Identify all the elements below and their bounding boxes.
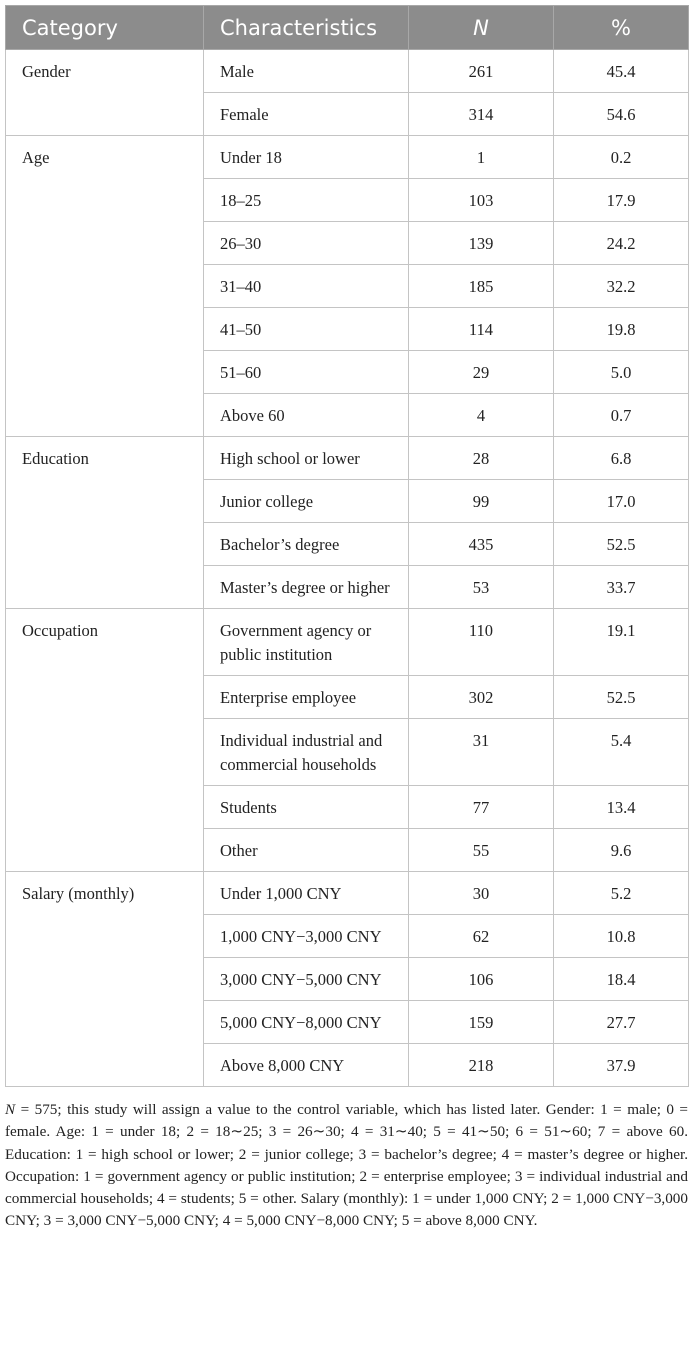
characteristic-cell: Under 1,000 CNY	[204, 872, 409, 915]
percent-cell: 27.7	[554, 1001, 689, 1044]
count-cell: 31	[409, 719, 554, 786]
count-cell: 110	[409, 609, 554, 676]
characteristic-cell: 26–30	[204, 222, 409, 265]
characteristic-cell: Other	[204, 829, 409, 872]
header-row	[6, 6, 689, 50]
characteristic-cell: 51–60	[204, 351, 409, 394]
percent-cell: 32.2	[554, 265, 689, 308]
table-row	[6, 437, 689, 480]
percent-cell: 17.9	[554, 179, 689, 222]
count-cell: 139	[409, 222, 554, 265]
demographics-table	[5, 5, 689, 1087]
characteristic-cell: 41–50	[204, 308, 409, 351]
count-cell: 106	[409, 958, 554, 1001]
header-percent: %	[554, 6, 689, 50]
characteristic-cell: Junior college	[204, 480, 409, 523]
category-cell: Age	[6, 136, 204, 437]
characteristic-cell: 31–40	[204, 265, 409, 308]
percent-cell: 37.9	[554, 1044, 689, 1087]
percent-cell: 54.6	[554, 93, 689, 136]
table-row	[6, 136, 689, 179]
count-cell: 77	[409, 786, 554, 829]
count-cell: 4	[409, 394, 554, 437]
category-cell: Gender	[6, 50, 204, 136]
characteristic-cell: Enterprise employee	[204, 676, 409, 719]
percent-cell: 24.2	[554, 222, 689, 265]
count-cell: 314	[409, 93, 554, 136]
count-cell: 261	[409, 50, 554, 93]
characteristic-cell: 1,000 CNY−3,000 CNY	[204, 915, 409, 958]
characteristic-cell: High school or lower	[204, 437, 409, 480]
characteristic-cell: Under 18	[204, 136, 409, 179]
characteristic-cell: Students	[204, 786, 409, 829]
percent-cell: 10.8	[554, 915, 689, 958]
percent-cell: 52.5	[554, 523, 689, 566]
count-cell: 302	[409, 676, 554, 719]
percent-cell: 0.7	[554, 394, 689, 437]
table-row	[6, 50, 689, 93]
count-cell: 28	[409, 437, 554, 480]
percent-cell: 52.5	[554, 676, 689, 719]
percent-cell: 6.8	[554, 437, 689, 480]
count-cell: 103	[409, 179, 554, 222]
characteristic-cell: 5,000 CNY−8,000 CNY	[204, 1001, 409, 1044]
table-footnote	[5, 1099, 688, 1233]
characteristic-cell: Master’s degree or higher	[204, 566, 409, 609]
count-cell: 99	[409, 480, 554, 523]
characteristic-cell: Female	[204, 93, 409, 136]
count-cell: 1	[409, 136, 554, 179]
percent-cell: 33.7	[554, 566, 689, 609]
category-cell: Occupation	[6, 609, 204, 872]
percent-cell: 18.4	[554, 958, 689, 1001]
characteristic-cell: Government agency or public institution	[204, 609, 409, 676]
count-cell: 185	[409, 265, 554, 308]
characteristic-cell: Above 60	[204, 394, 409, 437]
header-n: N	[409, 6, 554, 50]
percent-cell: 9.6	[554, 829, 689, 872]
category-cell: Education	[6, 437, 204, 609]
percent-cell: 5.0	[554, 351, 689, 394]
characteristic-cell: 18–25	[204, 179, 409, 222]
count-cell: 62	[409, 915, 554, 958]
percent-cell: 45.4	[554, 50, 689, 93]
table-header	[6, 6, 689, 50]
footnote-n-symbol: N	[5, 1101, 16, 1118]
count-cell: 114	[409, 308, 554, 351]
count-cell: 53	[409, 566, 554, 609]
percent-cell: 5.2	[554, 872, 689, 915]
count-cell: 29	[409, 351, 554, 394]
count-cell: 159	[409, 1001, 554, 1044]
footnote-text: = 575; this study will assign a value to the control variable, which has listed later. Gender: 1 = male; 0 = female. Age: 1 = under 18; 2 = 18∼25; 3 = 26∼30; 4 = 31∼40; 5 = 41∼50; 6 = 51∼60; 7 = above 60. Education: 1 = high school or lower; 2 = junior college; 3 = bachelor’s degree; 4 = master’s degree or higher. Occupation: 1 = government agency or public institution; 2 = enterprise employee; 3 = individual industrial and commercial households; 4 = students; 5 = other. Salary (monthly): 1 = under 1,000 CNY; 2 = 1,000 CNY−3,000 CNY; 3 = 3,000 CNY−5,000 CNY; 4 = 5,000 CNY−8,000 CNY; 5 = above 8,000 CNY.	[5, 1101, 688, 1230]
percent-cell: 5.4	[554, 719, 689, 786]
characteristic-cell: Bachelor’s degree	[204, 523, 409, 566]
characteristic-cell: Individual industrial and commercial households	[204, 719, 409, 786]
table-row	[6, 872, 689, 915]
percent-cell: 17.0	[554, 480, 689, 523]
table-row	[6, 609, 689, 676]
demographics-table-container	[5, 5, 688, 1233]
count-cell: 55	[409, 829, 554, 872]
characteristic-cell: Above 8,000 CNY	[204, 1044, 409, 1087]
percent-cell: 19.1	[554, 609, 689, 676]
header-characteristics: Characteristics	[204, 6, 409, 50]
table-body	[6, 50, 689, 1087]
header-category: Category	[6, 6, 204, 50]
count-cell: 435	[409, 523, 554, 566]
percent-cell: 19.8	[554, 308, 689, 351]
percent-cell: 13.4	[554, 786, 689, 829]
characteristic-cell: 3,000 CNY−5,000 CNY	[204, 958, 409, 1001]
count-cell: 30	[409, 872, 554, 915]
percent-cell: 0.2	[554, 136, 689, 179]
characteristic-cell: Male	[204, 50, 409, 93]
category-cell: Salary (monthly)	[6, 872, 204, 1087]
count-cell: 218	[409, 1044, 554, 1087]
